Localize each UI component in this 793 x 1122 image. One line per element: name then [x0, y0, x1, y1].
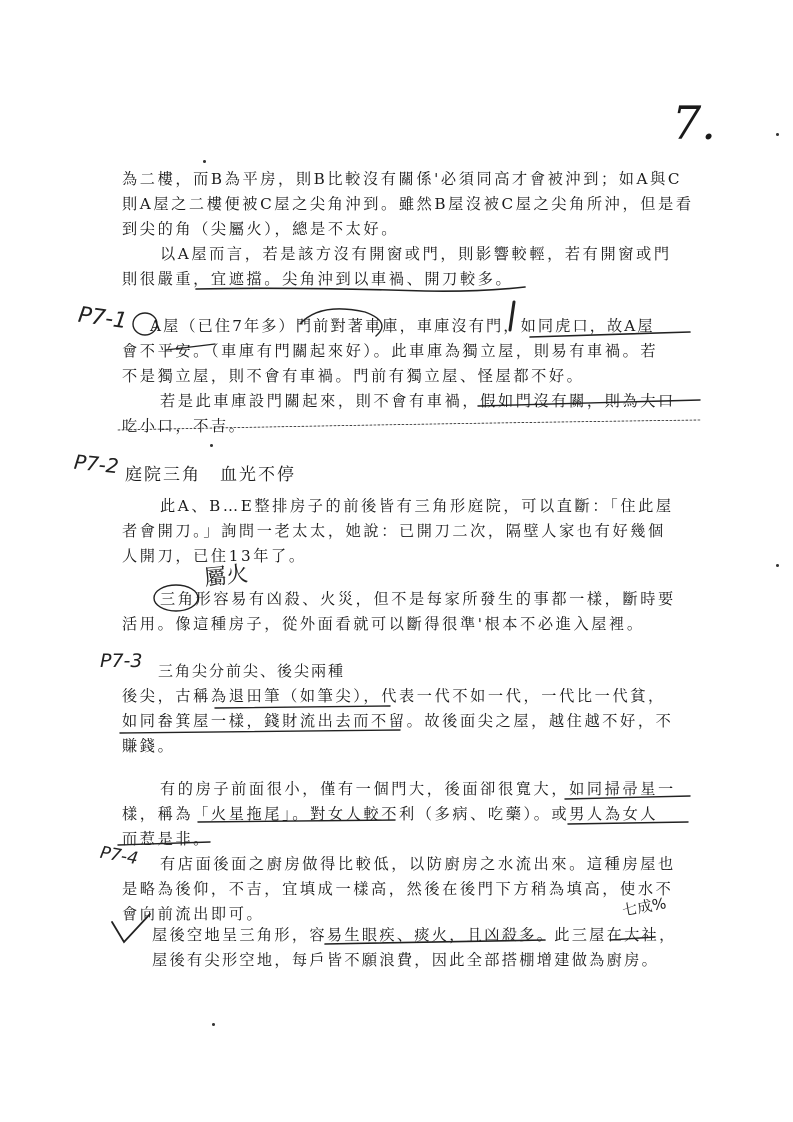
text-line: 是略為後仰，不吉，宜填成一樣高，然後在後門下方稍為填高，使水不: [122, 880, 674, 898]
handwritten-note: 七成%: [620, 894, 668, 920]
speck: [210, 444, 213, 447]
text-line: 後尖，古稱為退田筆（如筆尖），代表一代不如一代，一代比一代貧，: [122, 687, 666, 705]
text-line: 賺錢。: [122, 737, 176, 755]
margin-note-p7-1: P7-1: [76, 302, 129, 335]
text-line: A屋（已住7年多）門前對著車庫，車庫沒有門，如同虎口，故A屋: [150, 317, 655, 335]
text-line: 則很嚴重，宜遮擋。尖角沖到以車禍、開刀較多。: [122, 270, 514, 288]
text-line: 為二樓，而B為平房，則B比較沒有關係'必須同高才會被沖到；如A與C: [122, 170, 683, 188]
text-line: 則A屋之二樓便被C屋之尖角沖到。雖然B屋沒被C屋之尖角所沖，但是看: [122, 195, 694, 213]
text-line: 屋後有尖形空地，每戶皆不願浪費，因此全部搭棚增建做為廚房。: [152, 951, 660, 969]
text-line: 活用。像這種房子，從外面看就可以斷得很準'根本不必進入屋裡。: [122, 615, 645, 633]
text-line: 不是獨立屋，則不會有車禍。門前有獨立屋、怪屋都不好。: [122, 367, 585, 385]
sub-heading: 三角尖分前尖、後尖兩種: [158, 662, 346, 680]
margin-note-p7-2: P7-2: [72, 449, 120, 479]
page-number: 7.: [672, 96, 716, 150]
text-line: 會向前流出即可。: [122, 905, 265, 923]
text-line: 到尖的角（尖屬火），總是不太好。: [122, 220, 399, 238]
margin-note-p7-4: P7-4: [98, 842, 140, 870]
text-line: 會不平安。（車庫有門關起來好）。此車庫為獨立屋，則易有車禍。若: [122, 342, 659, 360]
text-line: 樣，稱為「火星拖尾」。對女人較不利（多病、吃藥）。或男人為女人: [122, 805, 659, 823]
speck: [203, 160, 206, 163]
text-line: 如同畚箕屋一樣，錢財流出去而不留。故後面尖之屋，越住越不好，不: [122, 712, 674, 730]
speck: [212, 1023, 215, 1026]
text-line: 三角形容易有凶殺、火災，但不是每家所發生的事都一樣，斷時要: [160, 590, 676, 608]
text-line: 有店面後面之廚房做得比較低，以防廚房之水流出來。這種房屋也: [160, 855, 676, 873]
handwritten-note: 屬火: [203, 561, 250, 592]
text-line: 此A、B…E整排房子的前後皆有三角形庭院，可以直斷：「住此屋: [160, 497, 674, 515]
speck: [776, 133, 779, 136]
text-line: 屋後空地呈三角形，容易生眼疾、痰火，且凶殺多。此三屋在大社，: [152, 926, 677, 944]
text-line: 以A屋而言，若是該方沒有開窗或門，則影響較輕，若有開窗或門: [160, 245, 672, 263]
speck: [776, 564, 779, 567]
text-line: 有的房子前面很小，僅有一個門大，後面卻很寬大，如同掃帚星一: [160, 780, 676, 798]
text-line: 人開刀，已住13年了。: [122, 547, 307, 565]
text-line: 吃小口，不吉。: [122, 417, 247, 435]
text-line: 者會開刀。」詢問一老太太，她說：已開刀二次，隔壁人家也有好幾個: [122, 522, 666, 540]
margin-note-p7-3: P7-3: [100, 650, 143, 672]
text-line: 若是此車庫設門關起來，則不會有車禍，假如門沒有關，則為大口: [160, 392, 676, 410]
text-line: 而惹是非。: [122, 830, 211, 848]
section-heading: 庭院三角 血光不停: [125, 465, 296, 485]
